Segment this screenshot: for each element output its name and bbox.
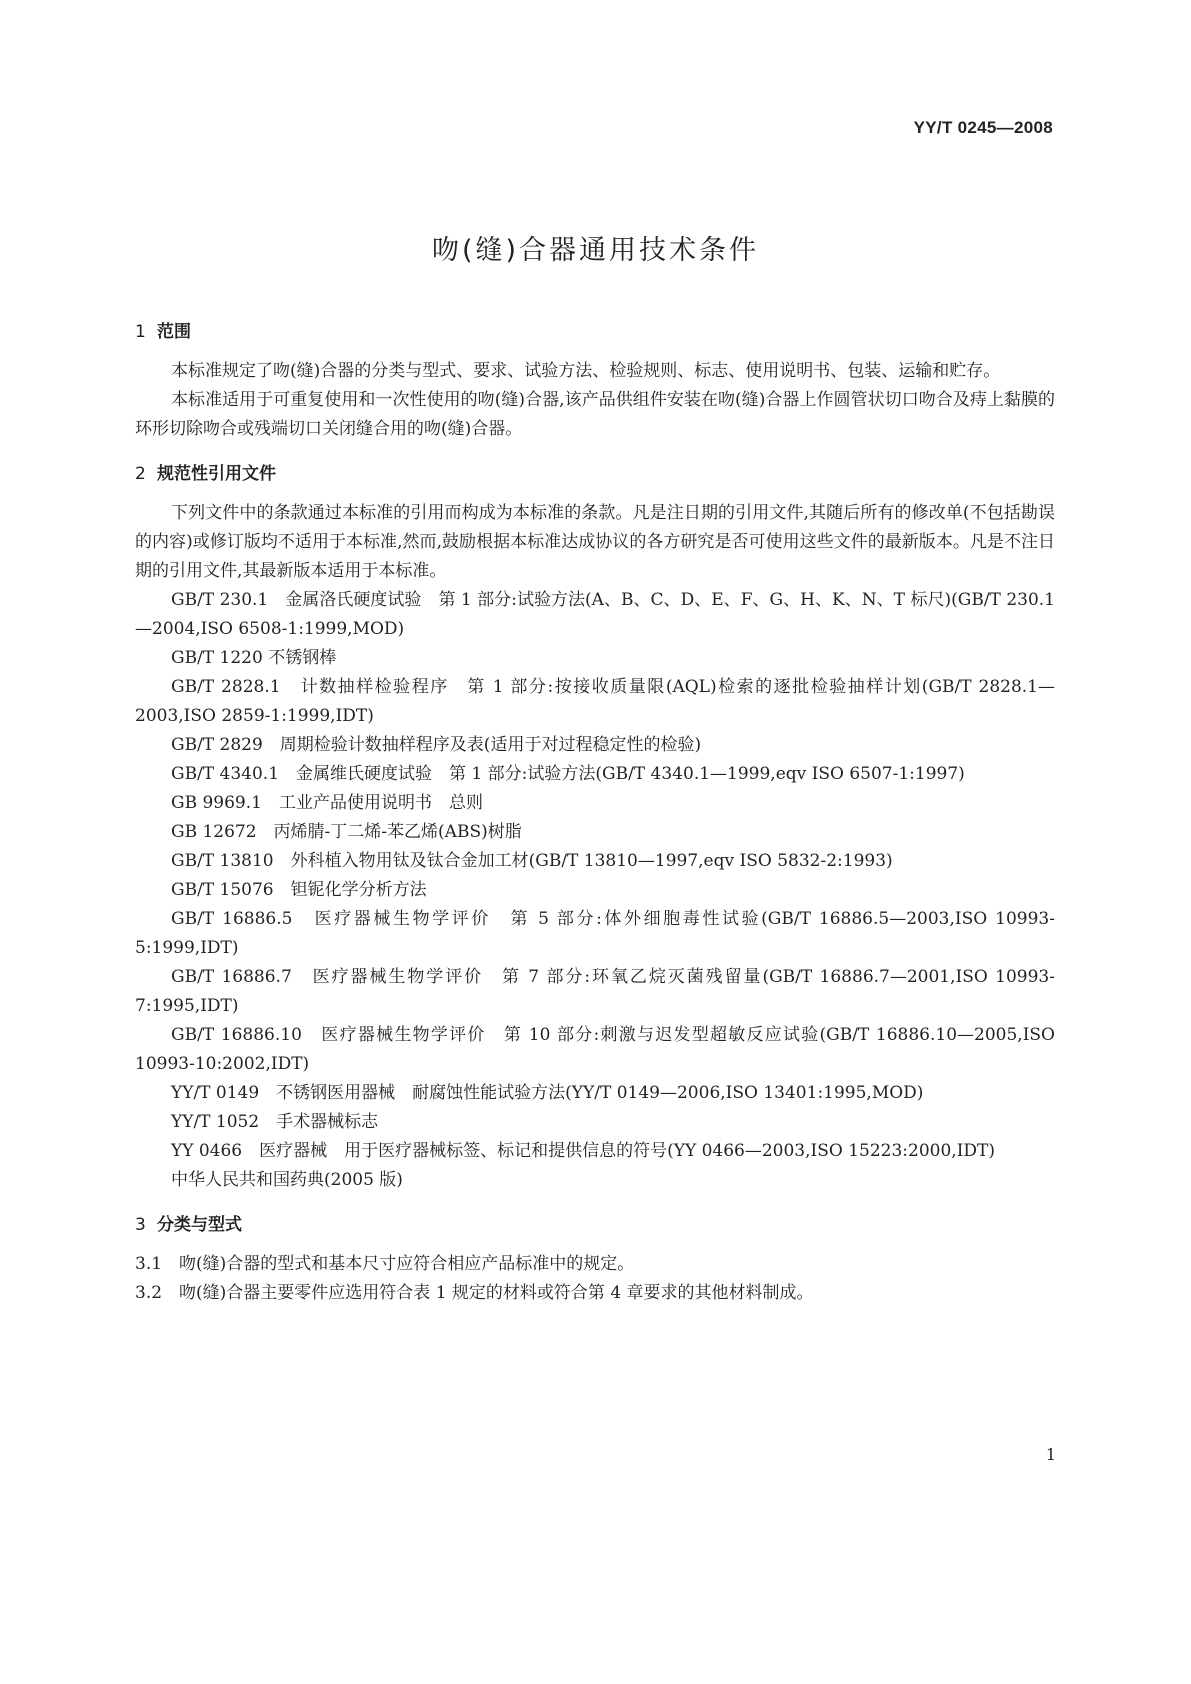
scope-paragraph: 本标准规定了吻(缝)合器的分类与型式、要求、试验方法、检验规则、标志、使用说明书、包装、运输和贮存。 xyxy=(171,361,1001,381)
references-intro: 下列文件中的条款通过本标准的引用而构成为本标准的条款。凡是注日期的引用文件,其随后所有的修改单(不包括勘误的内容)或修订版均不适用于本标准,然而,鼓励根据本标准达成协议的各方研究是否可使用这些文件的最新版本。凡是不注日期的引用文件,其最新版本适用于本标准。 xyxy=(135,503,1055,581)
section-3-heading xyxy=(135,1211,1055,1240)
section-number: 3 xyxy=(135,1215,146,1235)
reference-item: GB/T 4340.1 金属维氏硬度试验 第 1 部分:试验方法(GB/T 4340.1—1999,eqv ISO 6507-1:1997) xyxy=(171,764,965,784)
standard-code: YY/T 0245—2008 xyxy=(913,118,1053,137)
reference-item: YY 0466 医疗器械 用于医疗器械标签、标记和提供信息的符号(YY 0466—2003,ISO 15223:2000,IDT) xyxy=(171,1141,996,1161)
reference-item: GB/T 2829 周期检验计数抽样程序及表(适用于对过程稳定性的检验) xyxy=(171,735,702,755)
reference-item: GB 12672 丙烯腈-丁二烯-苯乙烯(ABS)树脂 xyxy=(171,822,522,842)
reference-item: GB/T 16886.5 医疗器械生物学评价 第 5 部分:体外细胞毒性试验(GB/T 16886.5—2003,ISO 10993-5:1999,IDT) xyxy=(135,909,1055,958)
reference-item: 中华人民共和国药典(2005 版) xyxy=(171,1170,403,1190)
section-2-heading xyxy=(135,460,1055,489)
section-number: 1 xyxy=(135,322,146,342)
document-title: 吻(缝)合器通用技术条件 xyxy=(431,235,760,266)
reference-item: GB/T 16886.10 医疗器械生物学评价 第 10 部分:刺激与迟发型超敏反应试验(GB/T 16886.10—2005,ISO 10993-10:2002,IDT) xyxy=(135,1025,1061,1074)
section-title: 规范性引用文件 xyxy=(157,464,276,484)
reference-item: GB/T 16886.7 医疗器械生物学评价 第 7 部分:环氧乙烷灭菌残留量(GB/T 16886.7—2001,ISO 10993-7:1995,IDT) xyxy=(135,967,1055,1016)
reference-item: GB/T 2828.1 计数抽样检验程序 第 1 部分:按接收质量限(AQL)检索的逐批检验抽样计划(GB/T 2828.1—2003,ISO 2859-1:1999,IDT) xyxy=(135,677,1055,726)
section-1-heading xyxy=(135,318,1055,347)
subclause-3-2: 3.2 吻(缝)合器主要零件应选用符合表 1 规定的材料或符合第 4 章要求的其他材料制成。 xyxy=(135,1283,814,1303)
page-number: 1 xyxy=(1045,1445,1056,1464)
subclause-3-1: 3.1 吻(缝)合器的型式和基本尺寸应符合相应产品标准中的规定。 xyxy=(135,1254,635,1274)
section-title: 范围 xyxy=(157,322,191,342)
document-body xyxy=(135,318,1061,1308)
reference-item: GB/T 230.1 金属洛氏硬度试验 第 1 部分:试验方法(A、B、C、D、E、F、G、H、K、N、T 标尺)(GB/T 230.1—2004,ISO 6508-1:1999,MOD) xyxy=(135,590,1055,639)
section-title: 分类与型式 xyxy=(157,1215,242,1235)
reference-item: GB/T 1220 不锈钢棒 xyxy=(171,648,337,668)
scope-paragraph: 本标准适用于可重复使用和一次性使用的吻(缝)合器,该产品供组件安装在吻(缝)合器上作圆管状切口吻合及痔上黏膜的环形切除吻合或残端切口关闭缝合用的吻(缝)合器。 xyxy=(135,390,1055,439)
reference-item: YY/T 0149 不锈钢医用器械 耐腐蚀性能试验方法(YY/T 0149—2006,ISO 13401:1995,MOD) xyxy=(171,1083,924,1103)
reference-item: GB/T 13810 外科植入物用钛及钛合金加工材(GB/T 13810—1997,eqv ISO 5832-2:1993) xyxy=(171,851,893,871)
section-number: 2 xyxy=(135,464,146,484)
reference-item: GB 9969.1 工业产品使用说明书 总则 xyxy=(171,793,483,813)
reference-item: GB/T 15076 钽铌化学分析方法 xyxy=(171,880,427,900)
reference-item: YY/T 1052 手术器械标志 xyxy=(171,1112,379,1132)
